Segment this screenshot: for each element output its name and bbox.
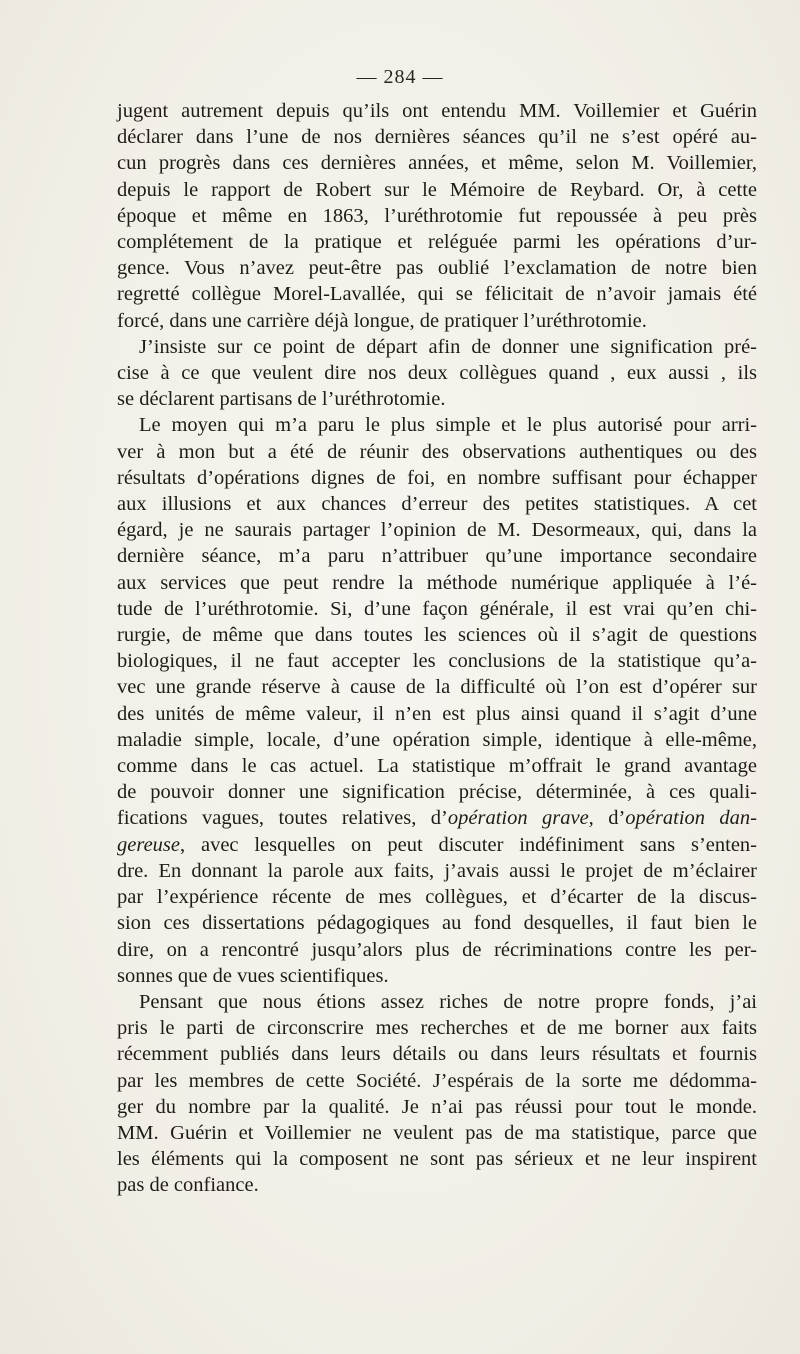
text-line: forcé, dans une carrière déjà longue, de pratiquer l’uréthrotomie. [117,309,647,332]
italic-run: opération grave, [447,807,594,830]
paragraph-2-continued [117,360,757,412]
text-line: aux services que peut rendre la méthode numérique appliquée à l’é- [117,571,757,594]
text-line: sion ces dissertations pédagogiques au fond desquelles, il faut bien le [117,912,757,935]
text-line: cise à ce que veulent dire nos deux collègues quand , eux aussi , ils [117,362,757,385]
text-line: ver à mon but a été de réunir des observations authentiques ou des [117,440,757,463]
text-line: époque et même en 1863, l’uréthrotomie fut repoussée à peu près [117,204,757,227]
text-line: dire, on a rencontré jusqu’alors plus de récriminations contre les per- [117,938,757,961]
paragraph-3 [117,412,757,438]
text-line: dernière séance, m’a paru n’attribuer qu’une importance secondaire [117,545,757,568]
text-line: pris le parti de circonscrire mes recherches et de me borner aux faits [117,1017,757,1040]
text-line: gence. Vous n’avez peut-être pas oublié l’exclamation de notre bien [117,257,757,280]
text-line: de pouvoir donner une signification précise, déterminée, à ces quali- [117,781,757,804]
text-line: dre. En donnant la parole aux faits, j’avais aussi le projet de m’éclairer [117,859,757,882]
text-line: les éléments qui la composent ne sont pas sérieux et ne leur inspirent [117,1148,757,1171]
text-line: tude de l’uréthrotomie. Si, d’une façon générale, il est vrai qu’en chi- [117,597,757,620]
text-line: récemment publiés dans leurs détails ou dans leurs résultats et fournis [117,1043,757,1066]
text-line: complétement de la pratique et reléguée parmi les opérations d’ur- [117,231,757,254]
paragraph-4-continued [117,1015,757,1198]
text-line: depuis le rapport de Robert sur le Mémoire de Reybard. Or, à cette [117,178,757,201]
text-line: cun progrès dans ces dernières années, et même, selon M. Voillemier, [117,152,757,175]
text-line-italic-mix [117,832,757,858]
body-text [117,98,757,1199]
text-line: vec une grande réserve à cause de la difficulté où l’on est d’opérer sur [117,676,757,699]
text-line: ger du nombre par la qualité. Je n’ai pas réussi pour tout le monde. [117,1095,757,1118]
italic-run: gereuse [117,833,180,856]
text-line: déclarer dans l’une de nos dernières séances qu’il ne s’est opéré au- [117,126,757,149]
text-line: aux illusions et aux chances d’erreur des petites statistiques. A cet [117,493,757,516]
page-number: — 284 — [356,66,444,88]
text-line: Pensant que nous étions assez riches de notre propre fonds, j’ai [139,990,757,1013]
text-line-italic-mix [117,805,757,831]
text-line: des unités de même valeur, il n’en est plus ainsi quand il s’agit d’une [117,702,757,725]
text-line: MM. Guérin et Voillemier ne veulent pas de ma statistique, parce que [117,1121,757,1144]
text-line: regretté collègue Morel-Lavallée, qui se félicitait de n’avoir jamais été [117,283,757,306]
text-line: comme dans le cas actuel. La statistique m’offrait le grand avantage [117,755,757,778]
text-line: sonnes que de vues scientifiques. [117,964,389,987]
text-line: jugent autrement depuis qu’ils ont entendu MM. Voillemier et Guérin [117,100,757,122]
text-line: par les membres de cette Société. J’espérais de la sorte me dédomma- [117,1069,757,1092]
text-line: par l’expérience récente de mes collègues, et d’écarter de la discus- [117,886,757,909]
paragraph-3-continued [117,439,757,989]
text-line: J’insiste sur ce point de départ afin de donner une signification pré- [139,335,757,358]
text-line: maladie simple, locale, d’une opération simple, identique à elle-même, [117,728,757,751]
text-run: d’ [593,807,626,830]
text-line: se déclarent partisans de l’uréthrotomie. [117,388,446,411]
italic-run: opération dan- [625,807,757,830]
text-run: fications vagues, toutes relatives, d’ [117,807,448,830]
paragraph-4 [117,989,757,1015]
text-line: résultats d’opérations dignes de foi, en nombre suffisant pour échapper [117,466,757,489]
text-line: Le moyen qui m’a paru le plus simple et le plus autorisé pour arri- [139,414,757,437]
text-run: , avec lesquelles on peut discuter indéfiniment sans s’enten- [180,833,757,856]
paragraph-1 [117,98,757,334]
paragraph-2 [117,334,757,360]
text-line: biologiques, il ne faut accepter les conclusions de la statistique qu’a- [117,650,757,673]
text-line: pas de confiance. [117,1174,259,1197]
text-line: rurgie, de même que dans toutes les sciences où il s’agit de questions [117,624,757,647]
text-line: égard, je ne saurais partager l’opinion de M. Desormeaux, qui, dans la [117,519,757,542]
